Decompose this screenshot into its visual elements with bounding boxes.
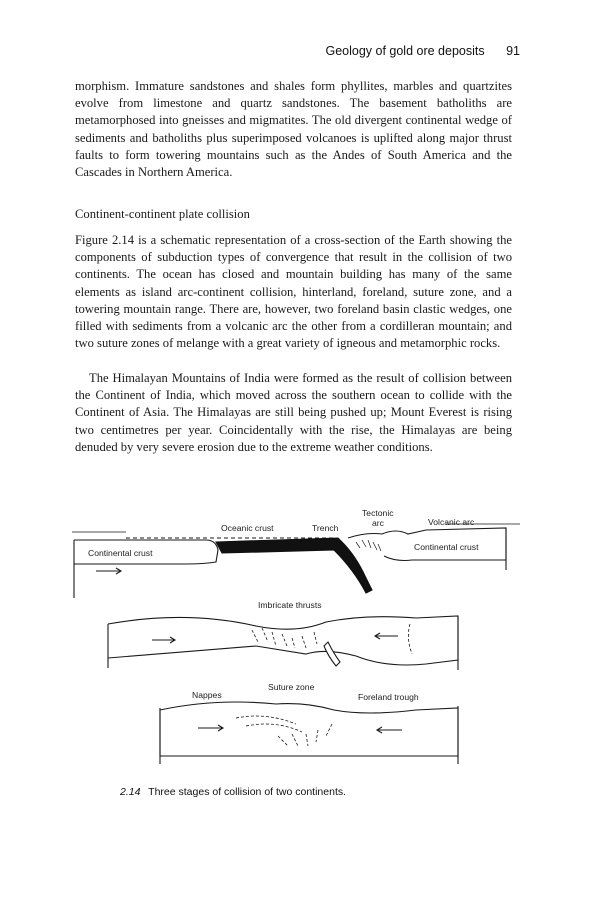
- label-nappes: Nappes: [192, 690, 222, 700]
- subducted-wedge: [324, 642, 340, 666]
- paragraph-figure-description: [75, 232, 512, 352]
- label-imbricate-thrusts: Imbricate thrusts: [258, 600, 322, 610]
- stage2-suture: [408, 624, 412, 654]
- paragraph-himalayas: [75, 370, 512, 456]
- caption-text: Three stages of collision of two continents.: [148, 786, 347, 798]
- page-number: 91: [506, 44, 520, 58]
- section-heading: Continent-continent plate collision: [75, 207, 250, 221]
- stage-3-suture: [160, 702, 458, 764]
- running-head: [325, 44, 520, 58]
- label-arc: arc: [372, 518, 384, 528]
- stage1-arrow: [96, 568, 121, 574]
- thrust-faults: [252, 628, 317, 648]
- paragraph-text: morphism. Immature sandstones and shales form phyllites, marbles and quartzites evolve from limestone and quartz sandstones. The basement batholiths are metamorphosed into gneisses and migmatites. The old divergent continental wedge of sediments and batholiths plus superimposed volcanoes is uplifted along major thrust faults to form towering mountains such as the Andes of South America and the Cascades in Northern America.: [75, 79, 512, 180]
- stage-1-subduction: [72, 524, 520, 598]
- running-head-title: Geology of gold ore deposits: [325, 44, 485, 58]
- suture-faults: [236, 716, 332, 746]
- stage2-arrow-right: [152, 637, 175, 643]
- label-continental-crust-right: Continental crust: [414, 542, 479, 552]
- label-suture-zone: Suture zone: [268, 682, 315, 692]
- oceanic-slab: [216, 538, 372, 593]
- label-tectonic: Tectonic: [362, 508, 394, 518]
- paragraph-metamorphism: [75, 78, 512, 181]
- tectonic-arc-hatch: [356, 540, 381, 551]
- label-volcanic-arc: Volcanic arc: [428, 517, 475, 527]
- figure-collision-diagram: [66, 498, 526, 793]
- paragraph-text: Figure 2.14 is a schematic representation of a cross-section of the Earth showing the components of subduction types of convergence that result in the collision of two continents. The ocean has closed and mountain building has many of the same elements as island arc-continent collision, hinterland, foreland, suture zone, and a towering mountain range. There are, however, two foreland basin clastic wedges, one filled with sediments from a volcanic arc the other from a cordilleran mountain; and two suture zones of melange with a great variety of igneous and metamorphic rocks.: [75, 233, 512, 351]
- label-oceanic-crust: Oceanic crust: [221, 523, 274, 533]
- figure-caption: [120, 786, 346, 798]
- collision-diagram-svg: [66, 498, 526, 788]
- stage3-frame: [160, 706, 458, 764]
- stage3-arrow-right: [198, 725, 223, 731]
- label-foreland-trough: Foreland trough: [358, 692, 419, 702]
- stage3-body: [160, 702, 458, 756]
- label-continental-crust-left: Continental crust: [88, 548, 153, 558]
- stage-2-imbricate: [108, 616, 458, 670]
- stage3-arrow-left: [377, 727, 402, 733]
- paragraph-text: The Himalayan Mountains of India were formed as the result of collision between the Continent of India, which moved across the southern ocean to collide with the Continent of Asia. The Himalayas are still being pushed up; Mount Everest is rising two centimetres per year. Coincidentally with the rise, the Himalayas are being denuded by very severe erosion due to the extreme weather conditions.: [75, 371, 512, 454]
- stage2-frame: [108, 616, 458, 670]
- caption-number: 2.14: [120, 786, 141, 798]
- label-trench: Trench: [312, 523, 339, 533]
- stage2-arrow-left: [375, 633, 398, 639]
